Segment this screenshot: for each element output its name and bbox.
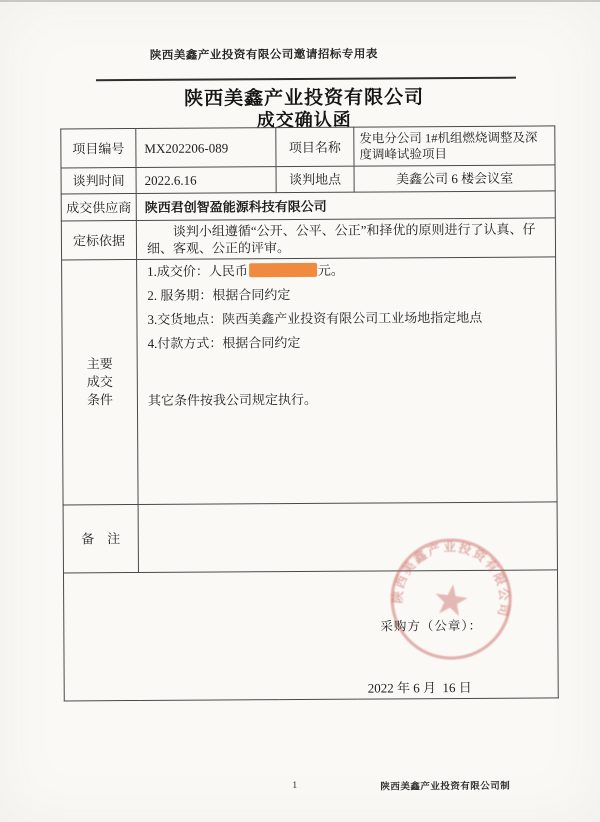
footer-maker-note: 陕西美鑫产业投资有限公司制 xyxy=(380,780,511,793)
terms-item-service-period: 2. 服务期：根据合同约定 xyxy=(147,287,291,303)
price-redaction-box xyxy=(249,263,317,277)
price-prefix: 1.成交价：人民币 xyxy=(147,263,248,279)
main-terms-label-line1: 主要 xyxy=(86,356,113,372)
supplier-value: 陕西君创智盈能源科技有限公司 xyxy=(136,191,555,221)
supplier-label: 成交供应商 xyxy=(61,193,136,220)
purchaser-stamp-label: 采购方（公章）： xyxy=(380,618,483,634)
price-suffix: 元。 xyxy=(317,262,344,278)
project-name-label: 项目名称 xyxy=(276,127,354,166)
award-basis-label: 定标依据 xyxy=(61,220,136,259)
negotiation-place-value: 美鑫公司 6 楼会议室 xyxy=(354,165,555,192)
terms-item-price xyxy=(147,261,547,278)
seal-arc-text: 陕西美鑫产业投资有限公司 xyxy=(390,540,512,620)
table-row-negotiation xyxy=(61,165,555,194)
signature-date: 2022 年 6 月 16 日 xyxy=(367,679,472,696)
project-no-label: 项目编号 xyxy=(61,128,136,167)
document-title: 成交确认函 xyxy=(256,109,352,131)
main-terms-value xyxy=(137,257,557,505)
award-basis-text: 谈判小组遵循“公开、公平、公正”和择优的原则进行了认真、仔细、客观、公正的评审。 xyxy=(146,221,536,256)
terms-item-payment: 4.付款方式：根据合同约定 xyxy=(147,334,301,351)
table-row-supplier xyxy=(61,191,555,221)
footer-page-number: 1 xyxy=(292,780,298,792)
award-basis-value xyxy=(136,218,555,260)
negotiation-place-label: 谈判地点 xyxy=(276,166,354,192)
project-name-value: 发电分公司 1#机组燃烧调整及深度调峰试验项目 xyxy=(354,126,555,166)
main-terms-label xyxy=(62,259,138,504)
table-row-main-terms xyxy=(62,257,557,505)
main-terms-label-line2: 成交 xyxy=(86,374,113,390)
project-no-value: MX202206-089 xyxy=(136,128,276,168)
table-row-project xyxy=(61,126,555,168)
main-terms-label-line3: 条件 xyxy=(86,392,113,408)
table-row-award-basis xyxy=(61,218,555,260)
negotiation-time-value: 2022.6.16 xyxy=(136,167,276,194)
seal-star-icon xyxy=(433,582,469,617)
remarks-label: 备 注 xyxy=(63,504,138,572)
header-divider xyxy=(96,77,516,82)
negotiation-time-label: 谈判时间 xyxy=(61,167,136,193)
terms-item-delivery-place: 3.交货地点：陕西美鑫产业投资有限公司工业场地指定地点 xyxy=(147,309,483,327)
document-title-company: 陕西美鑫产业投资有限公司 xyxy=(184,87,425,110)
company-seal-stamp xyxy=(379,527,523,671)
terms-other-conditions: 其它条件按我公司规定执行。 xyxy=(147,391,317,408)
form-type-label: 陕西美鑫产业投资有限公司邀请招标专用表 xyxy=(149,48,378,62)
